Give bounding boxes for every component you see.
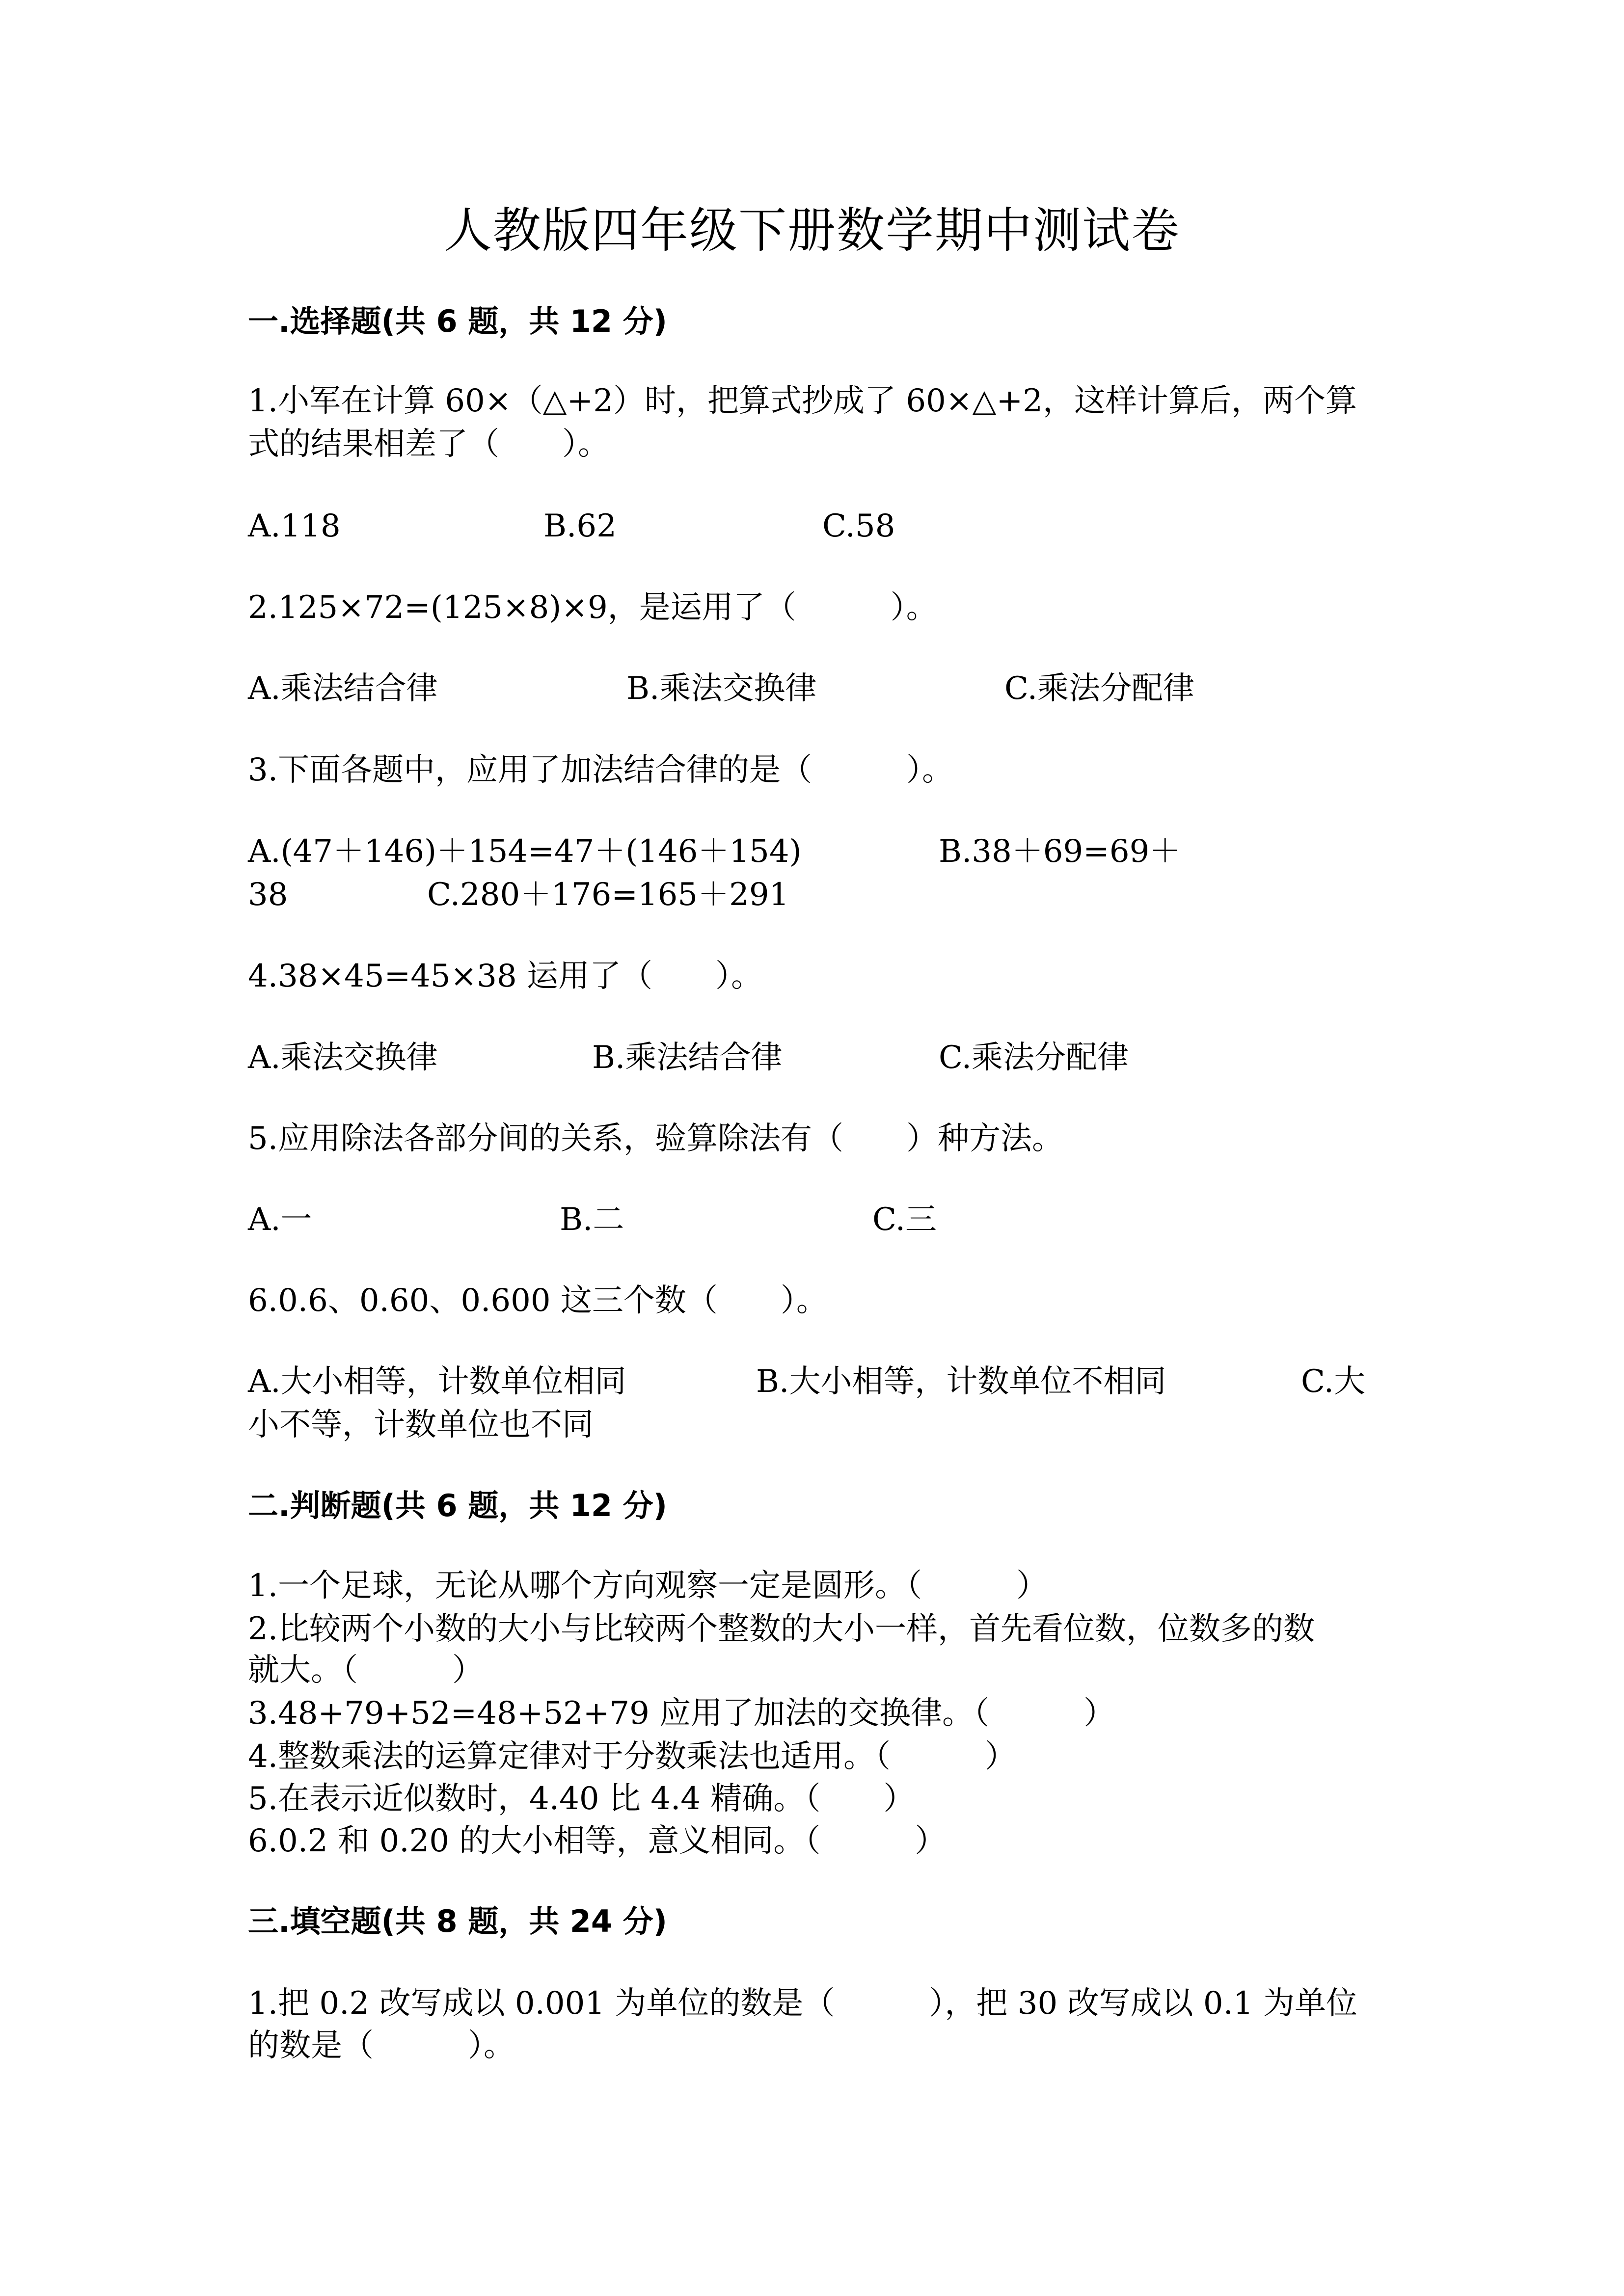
section-heading-fill: 三.填空题(共 8 题，共 24 分) bbox=[248, 1903, 667, 1939]
question-text: 4.38×45=45×38 运用了（ ）。 bbox=[248, 958, 763, 994]
option-a: A.乘法交换律 bbox=[248, 1040, 438, 1076]
question-text: 的数是（ ）。 bbox=[248, 2028, 515, 2064]
section-heading-judge: 二.判断题(共 6 题，共 12 分) bbox=[248, 1488, 667, 1523]
option-b: B.二 bbox=[560, 1201, 624, 1238]
option-b: B.乘法交换律 bbox=[626, 670, 817, 707]
option-b: B.乘法结合律 bbox=[592, 1040, 783, 1076]
option-c: C.280＋176=165＋291 bbox=[427, 877, 789, 913]
question-text: 5.在表示近似数时，4.40 比 4.4 精确。（ ） bbox=[248, 1781, 915, 1817]
question-text: 2.比较两个小数的大小与比较两个整数的大小一样，首先看位数，位数多的数 bbox=[248, 1611, 1315, 1647]
question-text: 2.125×72=(125×8)×9，是运用了（ ）。 bbox=[248, 589, 938, 626]
option-a: A.大小相等，计数单位相同 bbox=[248, 1363, 626, 1400]
option-c: C.大 bbox=[1301, 1363, 1366, 1400]
option-b: B.38＋69=69＋ bbox=[939, 833, 1181, 870]
question-text: 1.把 0.2 改写成以 0.001 为单位的数是（ ），把 30 改写成以 0.1 为单位 bbox=[248, 1985, 1358, 2022]
question-text: 就大。（ ） bbox=[248, 1652, 484, 1688]
section-heading-choice: 一.选择题(共 6 题，共 12 分) bbox=[248, 303, 667, 339]
question-text: 6.0.2 和 0.20 的大小相等，意义相同。（ ） bbox=[248, 1823, 947, 1859]
question-text: 6.0.6、0.60、0.600 这三个数（ ）。 bbox=[248, 1282, 828, 1319]
question-text: 3.下面各题中，应用了加法结合律的是（ ）。 bbox=[248, 752, 954, 788]
option-a: A.(47＋146)＋154=47＋(146＋154) bbox=[248, 833, 802, 870]
option-c: C.乘法分配律 bbox=[1004, 670, 1195, 707]
question-text: 3.48+79+52=48+52+79 应用了加法的交换律。（ ） bbox=[248, 1695, 1115, 1732]
question-text: 5.应用除法各部分间的关系，验算除法有（ ）种方法。 bbox=[248, 1121, 1064, 1157]
option-b: B.大小相等，计数单位不相同 bbox=[756, 1363, 1166, 1400]
question-text: 1.小军在计算 60×（△+2）时，把算式抄成了 60×△+2，这样计算后，两个算 bbox=[248, 383, 1357, 419]
option-a: A.118 bbox=[248, 508, 341, 544]
page-title: 人教版四年级下册数学期中测试卷 bbox=[443, 203, 1180, 259]
question-text: 式的结果相差了（ ）。 bbox=[248, 426, 609, 462]
option-c-continued: 小不等，计数单位也不同 bbox=[248, 1407, 594, 1443]
option-c: C.乘法分配律 bbox=[939, 1040, 1129, 1076]
option-c: C.三 bbox=[872, 1201, 937, 1238]
question-text: 1.一个足球，无论从哪个方向观察一定是圆形。（ ） bbox=[248, 1568, 1048, 1604]
option-c: C.58 bbox=[822, 508, 895, 544]
option-a: A.乘法结合律 bbox=[248, 670, 438, 707]
option-b-continued: 38 bbox=[248, 877, 288, 913]
option-a: A.一 bbox=[248, 1201, 312, 1238]
question-text: 4.整数乘法的运算定律对于分数乘法也适用。（ ） bbox=[248, 1738, 1017, 1775]
option-b: B.62 bbox=[543, 508, 617, 544]
